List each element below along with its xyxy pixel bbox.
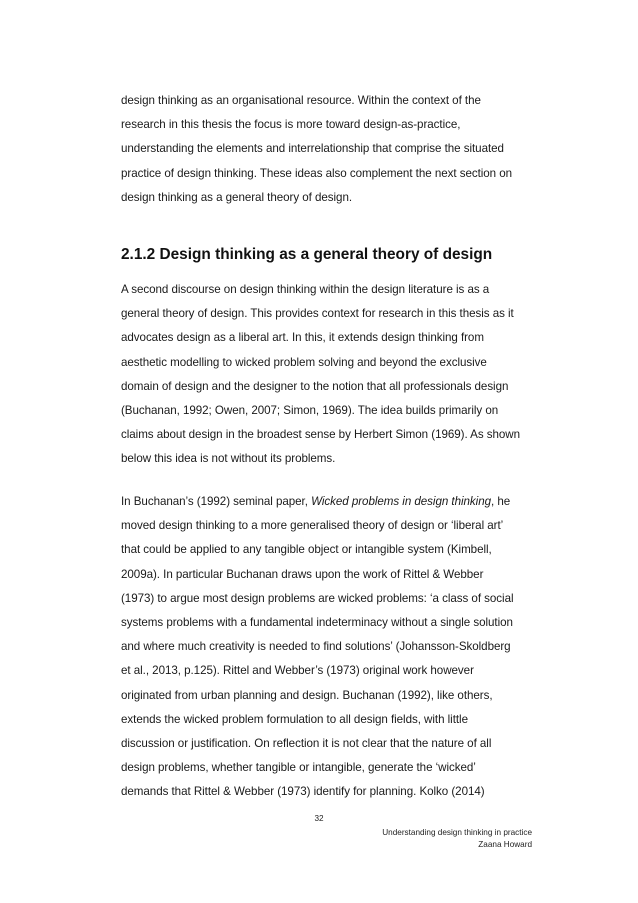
paragraph-line: practice of design thinking. These ideas also complement the next section on bbox=[121, 166, 513, 180]
paragraph-line: advocates design as a liberal art. In this, it extends design thinking from bbox=[121, 331, 484, 345]
paragraph-line: research in this thesis the focus is more toward design-as-practice, bbox=[121, 118, 461, 132]
paragraph-2 bbox=[121, 278, 531, 472]
paragraph-line: (1973) to argue most design problems are wicked problems: ‘a class of social bbox=[121, 591, 514, 605]
paragraph-line: that could be applied to any tangible object or intangible system (Kimbell, bbox=[121, 543, 492, 557]
paragraph-line: below this idea is not without its problems. bbox=[121, 452, 336, 466]
paragraph-line: systems problems with a fundamental indeterminacy without a single solution bbox=[121, 616, 513, 630]
paragraph-line: claims about design in the broadest sense by Herbert Simon (1969). As shown bbox=[121, 428, 521, 442]
paragraph-1 bbox=[121, 89, 531, 210]
paragraph-first-line bbox=[121, 490, 531, 514]
paragraph-line: A second discourse on design thinking within the design literature is as a bbox=[121, 283, 490, 296]
paragraph-line: demands that Rittel & Webber (1973) identify for planning. Kolko (2014) bbox=[121, 785, 485, 799]
paragraph-line: design thinking as a general theory of design. bbox=[121, 190, 353, 204]
paragraph-line: and where much creativity is needed to find solutions’ (Johansson-Skoldberg bbox=[121, 640, 511, 654]
paragraph-line: general theory of design. This provides context for research in this thesis as it bbox=[121, 307, 514, 321]
paragraph-line: design thinking as an organisational resource. Within the context of the bbox=[121, 94, 481, 107]
paragraph-line: moved design thinking to a more generalised theory of design or ‘liberal art’ bbox=[121, 519, 504, 533]
footer-author: Zaana Howard bbox=[478, 839, 532, 849]
page-number: 32 bbox=[314, 814, 324, 823]
paragraph-line: et al., 2013, p.125). Rittel and Webber’s (1973) original work however bbox=[121, 664, 474, 678]
paragraph-line: extends the wicked problem formulation to all design fields, with little bbox=[121, 712, 468, 726]
paragraph-line: discussion or justification. On reflection it is not clear that the nature of all bbox=[121, 737, 492, 751]
footer-title: Understanding design thinking in practice bbox=[382, 828, 532, 837]
paragraph-3 bbox=[121, 490, 531, 805]
paragraph-line: design problems, whether tangible or intangible, generate the ‘wicked’ bbox=[121, 761, 476, 775]
paragraph-line: 2009a). In particular Buchanan draws upon the work of Rittel & Webber bbox=[121, 567, 484, 581]
paragraph-text: , he bbox=[491, 495, 511, 508]
paragraph-line: aesthetic modelling to wicked problem solving and beyond the exclusive bbox=[121, 355, 487, 369]
section-heading: 2.1.2 Design thinking as a general theory of design bbox=[121, 246, 493, 263]
cited-paper-title: Wicked problems in design thinking bbox=[311, 495, 491, 508]
paragraph-text: In Buchanan’s (1992) seminal paper, bbox=[121, 495, 312, 508]
paragraph-line: originated from urban planning and design. Buchanan (1992), like others, bbox=[121, 688, 493, 702]
paragraph-line: domain of design and the designer to the notion that all professionals design bbox=[121, 379, 509, 393]
paragraph-line: understanding the elements and interrelationship that comprise the situated bbox=[121, 142, 504, 156]
page-footer bbox=[382, 827, 532, 850]
paragraph-line: (Buchanan, 1992; Owen, 2007; Simon, 1969). The idea builds primarily on bbox=[121, 404, 499, 418]
